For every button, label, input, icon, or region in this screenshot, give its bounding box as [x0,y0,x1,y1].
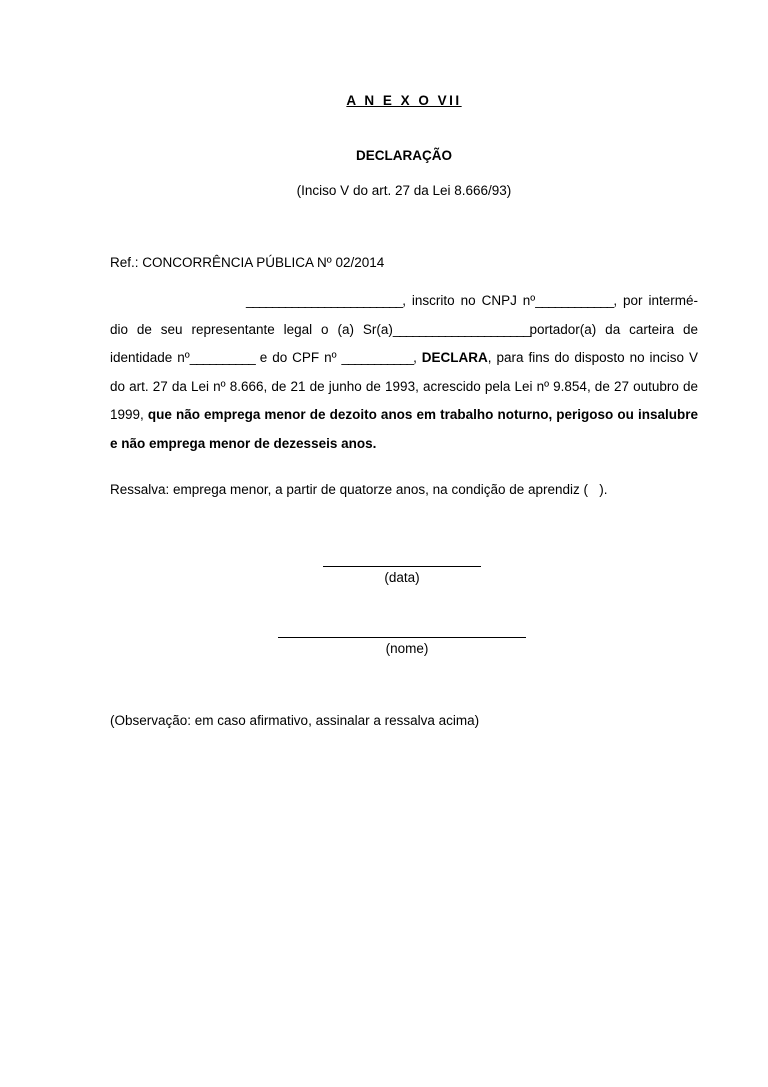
body-text-3: portador(a) da carteira de identidade nº [110,321,699,365]
body-text-1: , inscrito no CNPJ nº [402,293,536,308]
body-text-2: , por intermé-dio de seu representante legal o (a) Sr(a) [110,293,698,337]
cnpj-blank: ____________ [535,293,614,308]
body-text-4: e do CPF nº [254,350,342,365]
body-text-5: , [413,350,422,365]
declaration-body [110,287,698,458]
name-signature-line [278,637,526,638]
declaration-paragraph [110,287,698,458]
name-label: (nome) [385,641,429,656]
bold-statement: que não emprega menor de dezoito anos em trabalho noturno, perigoso ou insalubre e não emprega menor de dezesseis anos. [110,407,698,451]
declara-keyword: DECLARA [421,350,488,365]
ressalva-line: Ressalva: emprega menor, a partir de quatorze anos, na condição de aprendiz ( ). [110,482,608,497]
representative-blank: _____________________ [392,321,530,337]
company-name-blank: ________________________ [246,293,403,308]
document-subtitle: (Inciso V do art. 27 da Lei 8.666/93) [296,183,512,198]
observation-note: (Observação: em caso afirmativo, assinalar a ressalva acima) [110,713,480,728]
document-title: DECLARAÇÃO [356,148,452,163]
body-text-6: , para fins do disposto no inciso V do art. 27 da Lei nº 8.666, de 21 de junho de 1993, acrescido pela Lei nº 9.854, de 27 outubro de 1999, [110,350,699,422]
annex-heading: A N E X O VII [346,93,462,108]
reference-line: Ref.: CONCORRÊNCIA PÚBLICA Nº 02/2014 [110,255,385,270]
date-label: (data) [384,570,420,585]
cpf-blank: ___________ [341,350,414,365]
date-signature-line [323,566,481,567]
id-number-blank: __________ [189,350,255,365]
